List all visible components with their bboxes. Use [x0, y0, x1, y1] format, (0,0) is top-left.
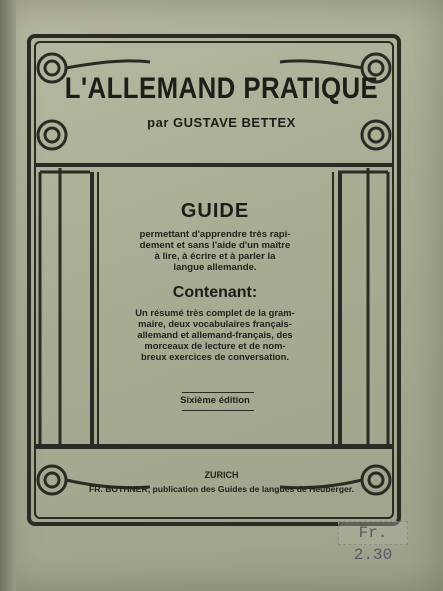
left-column-rule	[90, 172, 94, 444]
contents-heading: Contenant:	[172, 284, 258, 301]
edition-label: Sixième édition	[180, 395, 250, 406]
edition-rule-bottom	[182, 410, 254, 411]
publisher-divider	[36, 444, 392, 447]
edition-rule-top	[182, 392, 254, 393]
contents-description: Un résumé très complet de la gram- maire, deux vocabulaires français- allemand et allemand-français, des morceaux de lecture et de nom- breux exercices de conversation.	[135, 307, 295, 362]
author-line: par GUSTAVE BETTEX	[147, 115, 296, 130]
guide-description: permettant d'apprendre très rapi- dement et sans l'aide d'un maître à lire, à écrire et à parler la langue allemande.	[139, 229, 291, 273]
guide-heading: GUIDE	[180, 200, 250, 222]
description-panel	[100, 172, 330, 444]
left-column-rule-thin	[97, 172, 99, 444]
publisher-line: FR. BOTHNER, publication des Guides de langues de Heuberger.	[88, 484, 355, 494]
price-sticker: Fr. 2.30	[338, 521, 408, 545]
right-column-rule-thin	[332, 172, 334, 444]
publisher-city: ZURICH	[204, 470, 239, 480]
right-column-rule	[338, 172, 342, 444]
book-title: L'ALLEMAND PRATIQUE	[64, 72, 379, 105]
